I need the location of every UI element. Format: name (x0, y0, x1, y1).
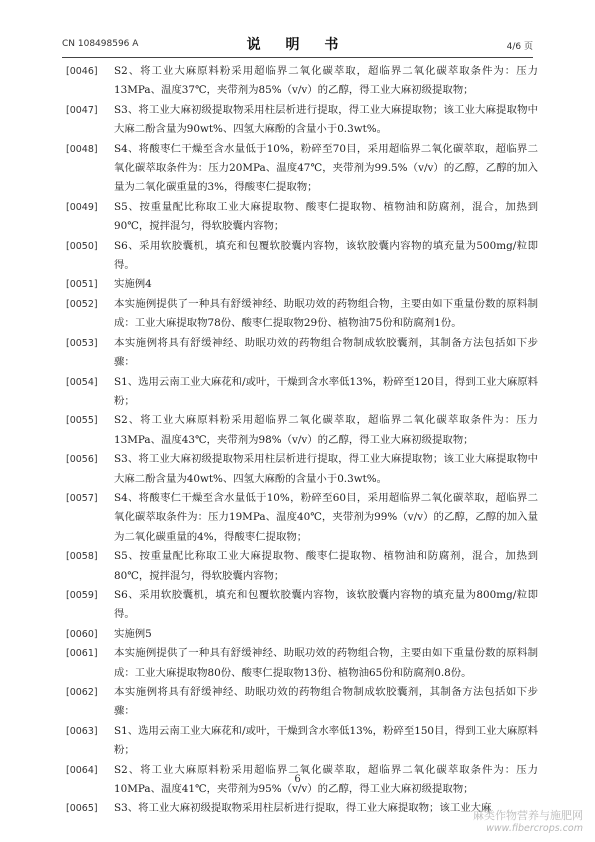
paragraph-number: [0049] (66, 201, 98, 213)
paragraph-number: [0064] (66, 764, 98, 776)
paragraph-number: [0060] (66, 628, 98, 640)
paragraph (66, 547, 538, 586)
paragraph-number: [0048] (66, 143, 98, 155)
paragraph-text: S3、将工业大麻初级提取物采用柱层析进行提取，得工业大麻提取物；该工业大麻提取物中大麻二酚含量为40wt%、四氢大麻酚的含量小于0.3wt%。 (114, 453, 538, 485)
paragraph-text: 本实施例提供了一种具有舒缓神经、助眠功效的药物组合物，主要由如下重量份数的原料制成：工业大麻提取物80份、酸枣仁提取物13份、植物油65份和防腐剂0.8份。 (114, 647, 538, 679)
paragraph-text: 本实施例提供了一种具有舒缓神经、助眠功效的药物组合物，主要由如下重量份数的原料制成：工业大麻提取物78份、酸枣仁提取物29份、植物油75份和防腐剂1份。 (114, 297, 538, 330)
paragraph-text: S6、采用软胶囊机，填充和包覆软胶囊内容物，该软胶囊内容物的填充量为800mg/粒即得。 (114, 588, 538, 621)
paragraph-text: S2、将工业大麻原料粉采用超临界二氧化碳萃取，超临界二氧化碳萃取条件为：压力13MPa、温度37℃，夹带剂为85%（v/v）的乙醇，得工业大麻初级提取物； (114, 65, 538, 97)
paragraph-number: [0065] (66, 803, 98, 815)
publication-number: CN 108498596 A (62, 39, 139, 49)
paragraph (66, 334, 538, 373)
paragraph-text: S6、采用软胶囊机，填充和包覆软胶囊内容物，该软胶囊内容物的填充量为500mg/粒即得。 (114, 239, 538, 272)
paragraph-text: S3、将工业大麻初级提取物采用柱层析进行提取，得工业大麻提取物；该工业大麻提取物中大麻二酚含量为90wt%、四氢大麻酚的含量小于0.3wt%。 (114, 103, 538, 136)
paragraph-text: S2、将工业大麻原料粉采用超临界二氧化碳萃取，超临界二氧化碳萃取条件为：压力10MPa、温度41℃，夹带剂为95%（v/v）的乙醇，得工业大麻初级提取物； (114, 763, 538, 796)
paragraph-number: [0058] (66, 551, 98, 563)
document-body (66, 62, 538, 819)
paragraph-number: [0059] (66, 589, 98, 601)
paragraph (66, 198, 538, 237)
paragraph (66, 799, 538, 818)
paragraph-number: [0052] (66, 298, 98, 310)
paragraph (66, 62, 538, 101)
paragraph-text: S1、选用云南工业大麻花和/或叶，干燥到含水率低13%，粉碎至120目，得到工业大麻原料粉； (114, 375, 538, 407)
watermark-site-name: 麻类作物营养与施肥网 (473, 809, 583, 822)
paragraph-text: 本实施例将具有舒缓神经、助眠功效的药物组合物制成软胶囊剂，其制备方法包括如下步骤： (114, 686, 538, 718)
paragraph-text: S5、按重量配比称取工业大麻提取物、酸枣仁提取物、植物油和防腐剂，混合，加热到90℃，搅拌混匀，得软胶囊内容物； (114, 200, 538, 233)
paragraph-number: [0050] (66, 240, 98, 252)
watermark (473, 807, 583, 834)
paragraph-number: [0056] (66, 454, 98, 466)
page-indicator: 4/6 页 (506, 42, 533, 52)
paragraph (66, 237, 538, 276)
paragraph-number: [0054] (66, 376, 98, 388)
paragraph (66, 140, 538, 198)
paragraph (66, 450, 538, 489)
paragraph-text: S2、将工业大麻原料粉采用超临界二氧化碳萃取，超临界二氧化碳萃取条件为：压力13MPa、温度43℃，夹带剂为98%（v/v）的乙醇，得工业大麻初级提取物； (114, 414, 538, 446)
paragraph-number: [0046] (66, 66, 98, 77)
paragraph-number: [0047] (66, 104, 98, 116)
paragraph (66, 683, 538, 722)
paragraph (66, 586, 538, 625)
paragraph-number: [0057] (66, 492, 98, 504)
paragraph (66, 411, 538, 450)
paragraph (66, 373, 538, 412)
paragraph (66, 625, 538, 644)
paragraph-text: S3、将工业大麻初级提取物采用柱层析进行提取，得工业大麻提取物；该工业大麻 (114, 802, 492, 815)
page-header (62, 34, 533, 56)
paragraph (66, 644, 538, 683)
paragraph-text: S4、将酸枣仁干燥至含水量低于10%，粉碎至70目，采用超临界二氧化碳萃取，超临界二氧化碳萃取条件为：压力20MPa、温度47℃，夹带剂为99.5%（v/v）的乙醇，乙醇的加入量为二氧化碳重量的3%，得酸枣仁提取物； (114, 142, 538, 194)
paragraph-text: 实施例5 (114, 627, 152, 640)
watermark-url: www.fibercrops.com (486, 823, 583, 834)
paragraph (66, 489, 538, 547)
paragraph-number: [0061] (66, 648, 98, 660)
paragraph-number: [0063] (66, 725, 98, 737)
paragraph-text: S4、将酸枣仁干燥至含水量低于10%，粉碎至60目，采用超临界二氧化碳萃取，超临界二氧化碳萃取条件为：压力19MPa、温度40℃，夹带剂为99%（v/v）的乙醇，乙醇的加入量为二氧化碳重量的4%，得酸枣仁提取物； (114, 491, 538, 543)
paragraph-text: S5、按重量配比称取工业大麻提取物、酸枣仁提取物、植物油和防腐剂，混合，加热到80℃，搅拌混匀，得软胶囊内容物； (114, 550, 538, 582)
paragraph (66, 722, 538, 761)
document-title: 说 明 书 (246, 37, 349, 53)
paragraph (66, 101, 538, 140)
header-divider (62, 57, 533, 58)
page-number: 6 (294, 774, 301, 785)
paragraph-number: [0062] (66, 687, 98, 698)
paragraph-number: [0051] (66, 279, 98, 291)
paragraph-number: [0055] (66, 415, 98, 427)
paragraph-text: 本实施例将具有舒缓神经、助眠功效的药物组合物制成软胶囊剂，其制备方法包括如下步骤： (114, 336, 538, 369)
paragraph (66, 275, 538, 294)
paragraph-text: S1、选用云南工业大麻花和/或叶，干燥到含水率低13%，粉碎至150目，得到工业大麻原料粉； (114, 724, 538, 757)
paragraph-number: [0053] (66, 337, 98, 349)
paragraph (66, 295, 538, 334)
paragraph-text: 实施例4 (114, 278, 152, 291)
